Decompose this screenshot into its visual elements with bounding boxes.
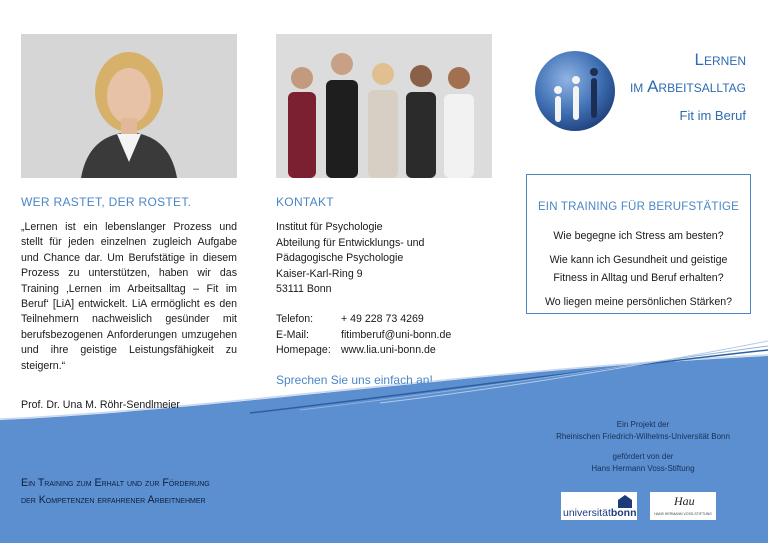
portrait-photo: [21, 34, 237, 178]
phone-value[interactable]: + 49 228 73 4269: [341, 313, 424, 325]
uni-bonn-logo: [561, 492, 637, 520]
voss-subtext: HANS HERMANN VOSS-STIFTUNG: [654, 512, 712, 516]
training-box: [526, 174, 751, 314]
project-line3: gefördert von der: [612, 452, 674, 461]
address-line: Kaiser-Karl-Ring 9: [276, 267, 363, 280]
brand-title-line2: im Arbeitsalltag: [629, 77, 746, 96]
project-line2: Rheinischen Friedrich-Wilhelms-Universität Bonn: [556, 432, 730, 441]
team-photo: [276, 34, 492, 178]
project-info: [528, 419, 758, 475]
left-heading: WER RASTET, DER ROSTET.: [21, 195, 192, 209]
contact-details: [276, 312, 451, 359]
contact-address: [276, 220, 424, 298]
lia-logo-icon: [530, 48, 620, 134]
project-line1: Ein Projekt der: [616, 420, 670, 429]
homepage-label: Homepage:: [276, 344, 331, 357]
address-line: Pädagogische Psychologie: [276, 252, 404, 265]
question-3: Wo liegen meine persönlichen Stärken?: [544, 296, 733, 308]
address-line: Abteilung für Entwicklungs- und: [276, 236, 425, 249]
question-1: Wie begegne ich Stress am besten?: [553, 230, 724, 242]
email-row: [276, 328, 451, 344]
homepage-link[interactable]: www.lia.uni-bonn.de: [341, 344, 436, 357]
bottom-line2: der Kompetenzen erfahrener Arbeitnehmer: [21, 494, 206, 506]
phone-row: [276, 312, 451, 328]
email-label: E-Mail:: [276, 328, 309, 341]
voss-mark: Hau: [674, 494, 695, 508]
phone-label: Telefon:: [276, 313, 314, 325]
uni-bonn-text-a: universität: [563, 507, 611, 519]
quote-text: „Lernen ist ein lebenslanger Prozess und stellt für jeden einzelnen zugleich Aufgabe und Chance dar. Um Berufstätige in diesem Prozess zu unterstützen, haben wir das Training ‚Lernen im Arbeitsalltag – Fit im Beruf‘ [LiA] entwickelt. LiA ermöglicht es den Teilnehmern nachweislich gesünder mit berufsbezogenen Anforderungen umzugehen und ihre geistige Leistungsfähigkeit zu steigern.“: [21, 221, 237, 372]
brand-title-line1: Lernen: [694, 50, 746, 69]
voss-stiftung-logo: [650, 492, 716, 520]
question-2: Wie kann ich Gesundheit und geistige Fitness in Alltag und Beruf erhalten?: [549, 254, 728, 284]
training-heading: EIN TRAINING FÜR BERUFSTÄTIGE: [537, 201, 740, 213]
project-line4: Hans Hermann Voss-Stiftung: [591, 464, 695, 473]
brand-subtitle: Fit im Beruf: [679, 108, 746, 123]
contact-heading: KONTAKT: [276, 195, 334, 209]
uni-bonn-emblem-icon: [616, 494, 634, 508]
address-line: 53111 Bonn: [276, 283, 332, 296]
bottom-line1: Ein Training zum Erhalt und zur Förderung: [21, 477, 210, 489]
contact-cta: Sprechen Sie uns einfach an!: [276, 373, 433, 387]
email-link[interactable]: fitimberuf@uni-bonn.de: [341, 328, 452, 341]
uni-bonn-wordmark: [563, 507, 637, 519]
uni-bonn-text-b: bonn: [610, 507, 637, 519]
quote-author: Prof. Dr. Una M. Röhr-Sendlmeier: [21, 399, 180, 411]
address-line: Institut für Psychologie: [276, 221, 383, 233]
homepage-row: [276, 343, 451, 359]
